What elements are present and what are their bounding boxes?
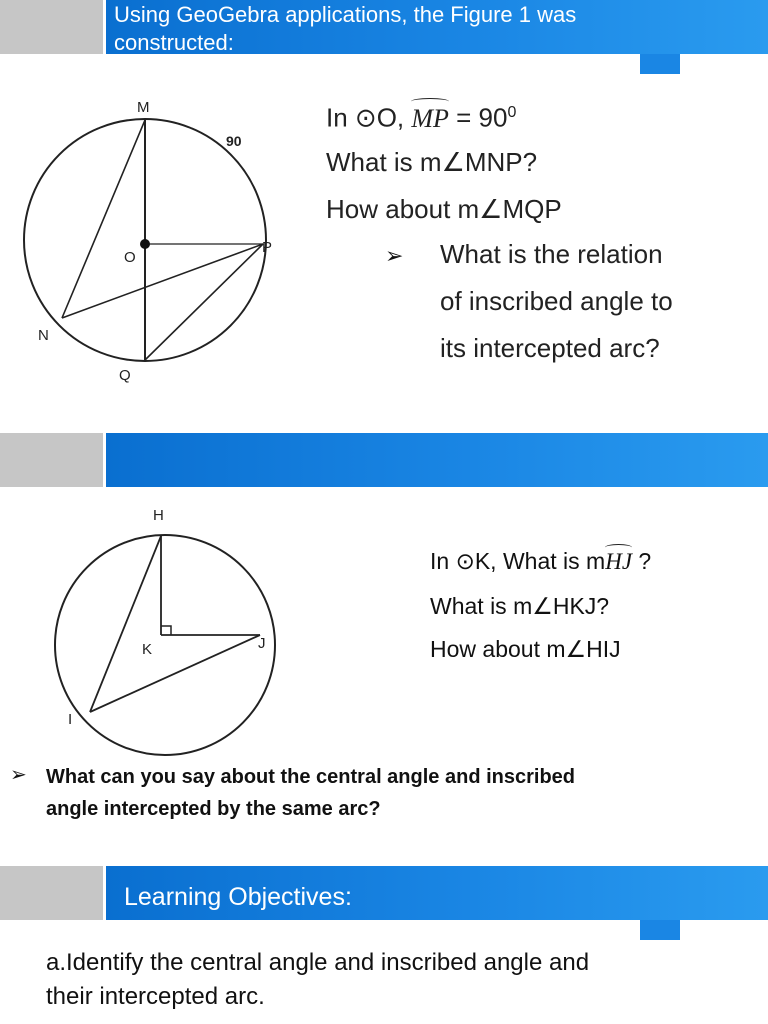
label-p: P <box>262 239 273 256</box>
section3-question-line-1: What can you say about the central angle and inscribed <box>46 766 576 788</box>
q2-prefix: In ⊙K, What is m <box>430 548 606 574</box>
section4-header: Learning Objectives: <box>124 883 352 911</box>
label-k: K <box>142 641 153 658</box>
section1-bullet-line-1: What is the relation <box>440 239 663 269</box>
section2-question-1 <box>430 547 750 576</box>
band-gray-block <box>0 0 103 54</box>
section1-header: Using GeoGebra applications, the Figure 1 was constructed: <box>114 2 577 55</box>
segment-qp <box>145 244 263 360</box>
section1-bullet-arrow-icon: ➢ <box>385 243 404 268</box>
band-gray-block <box>0 866 103 920</box>
label-o: O <box>124 249 136 266</box>
section1-bullet-line-2: of inscribed angle to <box>440 286 673 316</box>
q1-prefix: In ⊙O, <box>326 102 412 133</box>
section1-question-3: How about m∠MQP <box>326 194 562 224</box>
q1-degree: 0 <box>507 104 517 121</box>
section3-arrow-icon: ➢ <box>10 764 27 786</box>
figure-2 <box>40 500 300 760</box>
section3-question-line-2: angle intercepted by the same arc? <box>46 798 381 820</box>
circle-k <box>55 535 275 755</box>
q2-suffix: ? <box>632 548 652 574</box>
section1-question-1 <box>326 96 746 136</box>
label-arc-90: 90 <box>226 133 242 149</box>
segment-np <box>62 244 263 318</box>
band-gray-block <box>0 433 103 487</box>
segment-mn <box>62 120 145 318</box>
band-blue-bar <box>106 433 768 487</box>
section2-question-3: How about m∠HIJ <box>430 636 621 662</box>
section1-question-2: What is m∠MNP? <box>326 147 538 177</box>
section2-question-2: What is m∠HKJ? <box>430 593 610 619</box>
label-n: N <box>38 327 49 344</box>
center-point-o <box>140 239 150 249</box>
arc-hj: HJ <box>605 549 633 574</box>
objective-line-1: a.Identify the central angle and inscribed angle and <box>46 949 590 976</box>
figure-1 <box>0 90 300 410</box>
header-band-2 <box>0 433 768 487</box>
label-q: Q <box>119 367 131 384</box>
learning-objective <box>46 946 746 1014</box>
header-band-1 <box>0 0 768 54</box>
label-h: H <box>153 507 164 524</box>
header-band-4 <box>0 866 768 920</box>
objective-line-2: their intercepted arc. <box>46 983 265 1010</box>
arc-mp: MP <box>411 102 449 136</box>
section1-bullet-line-3: its intercepted arc? <box>440 333 660 363</box>
label-i: I <box>68 711 73 728</box>
label-m: M <box>137 99 150 116</box>
label-j: J <box>258 635 266 652</box>
right-angle-mark <box>161 626 171 635</box>
q1-suffix: = 90 <box>448 102 508 133</box>
band-tab <box>640 920 680 940</box>
band-tab <box>640 54 680 74</box>
